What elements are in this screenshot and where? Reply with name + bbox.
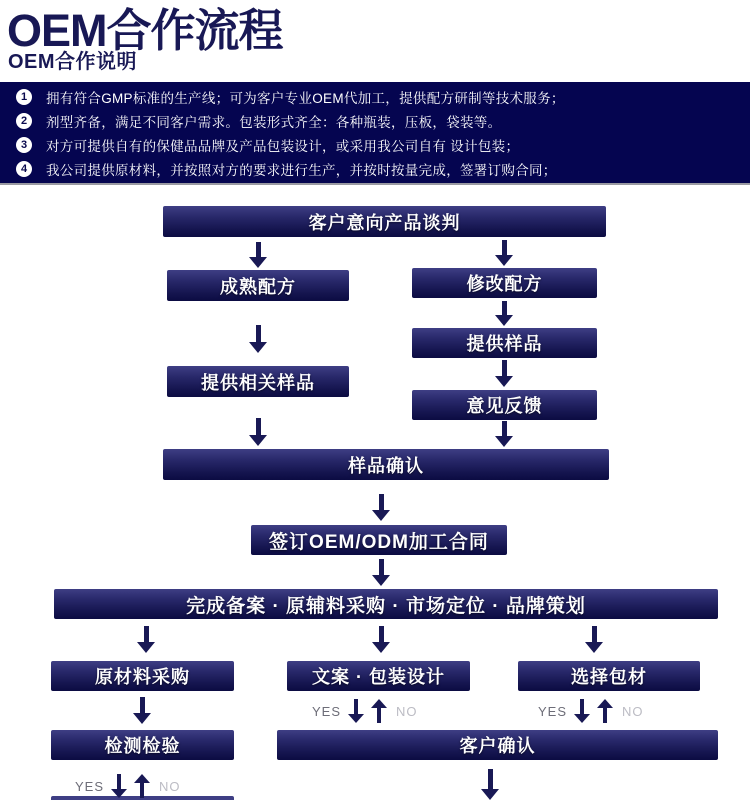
arrow-down-icon <box>248 242 268 268</box>
arrow-down-icon <box>494 301 514 326</box>
arrow-down-icon <box>132 697 152 724</box>
arrow-up-icon <box>134 774 150 798</box>
flow-node-provide-related-samples: 提供相关样品 <box>167 366 349 397</box>
note-item <box>16 133 750 157</box>
note-text: 我公司提供原材料，并按照对方的要求进行生产，并按时按量完成，签署订购合同； <box>46 162 557 178</box>
arrow-down-icon <box>348 699 364 723</box>
note-text: 拥有符合GMP标准的生产线；可为客户专业OEM代加工，提供配方研制等技术服务； <box>46 90 565 106</box>
flow-node-sign-contract: 签订OEM/ODM加工合同 <box>251 525 507 555</box>
note-item <box>16 85 750 109</box>
note-number-badge: 1 <box>16 89 32 105</box>
flow-node-sample-confirm: 样品确认 <box>163 449 609 480</box>
arrow-down-icon <box>574 699 590 723</box>
no-label: NO <box>622 703 644 719</box>
flow-node-feedback: 意见反馈 <box>412 390 597 420</box>
page-subtitle: OEM合作说明 <box>8 51 138 73</box>
arrow-down-icon <box>248 418 268 446</box>
yes-label: YES <box>312 703 342 719</box>
arrow-down-icon <box>371 494 391 521</box>
yes-no-loop-inspection <box>75 773 181 799</box>
flow-node-raw-material-purchase: 原材料采购 <box>51 661 234 691</box>
flow-node-mature-formula: 成熟配方 <box>167 270 349 301</box>
arrow-down-icon <box>584 626 604 653</box>
arrow-down-icon <box>371 626 391 653</box>
arrow-down-icon <box>480 769 500 800</box>
note-item <box>16 109 750 133</box>
arrow-down-icon <box>136 626 156 653</box>
flow-node-modify-formula: 修改配方 <box>412 268 597 298</box>
arrow-up-icon <box>597 699 613 723</box>
yes-no-loop-copy-packaging <box>312 698 418 724</box>
yes-no-loop-select-material <box>538 698 644 724</box>
arrow-down-icon <box>494 240 514 266</box>
arrow-up-icon <box>371 699 387 723</box>
flow-node-inspection-test: 检测检验 <box>51 730 234 760</box>
arrow-down-icon <box>371 559 391 586</box>
arrow-down-icon <box>494 360 514 387</box>
no-label: NO <box>159 778 181 794</box>
note-number-badge: 3 <box>16 137 32 153</box>
note-text: 剂型齐备，满足不同客户需求。包装形式齐全：各种瓶装，压板，袋装等。 <box>46 114 502 130</box>
flow-node-provide-samples: 提供样品 <box>412 328 597 358</box>
note-item <box>16 157 750 181</box>
no-label: NO <box>396 703 418 719</box>
arrow-down-icon <box>111 774 127 798</box>
arrow-down-icon <box>248 325 268 353</box>
flow-node-customer-confirm: 客户确认 <box>277 730 718 760</box>
flow-node-negotiation: 客户意向产品谈判 <box>163 206 606 237</box>
flow-node-select-packaging-material: 选择包材 <box>518 661 700 691</box>
note-text: 对方可提供自有的保健品品牌及产品包装设计，或采用我公司自有 设计包装； <box>46 138 520 154</box>
note-number-badge: 2 <box>16 113 32 129</box>
flow-node-copy-packaging-design: 文案 · 包装设计 <box>287 661 470 691</box>
flow-node-filing-purchase-position-branding: 完成备案 · 原辅料采购 · 市场定位 · 品牌策划 <box>54 589 718 619</box>
page-title: OEM合作流程 <box>7 5 283 56</box>
yes-label: YES <box>538 703 568 719</box>
notes-banner <box>0 82 750 185</box>
yes-label: YES <box>75 778 105 794</box>
note-number-badge: 4 <box>16 161 32 177</box>
arrow-down-icon <box>494 421 514 447</box>
